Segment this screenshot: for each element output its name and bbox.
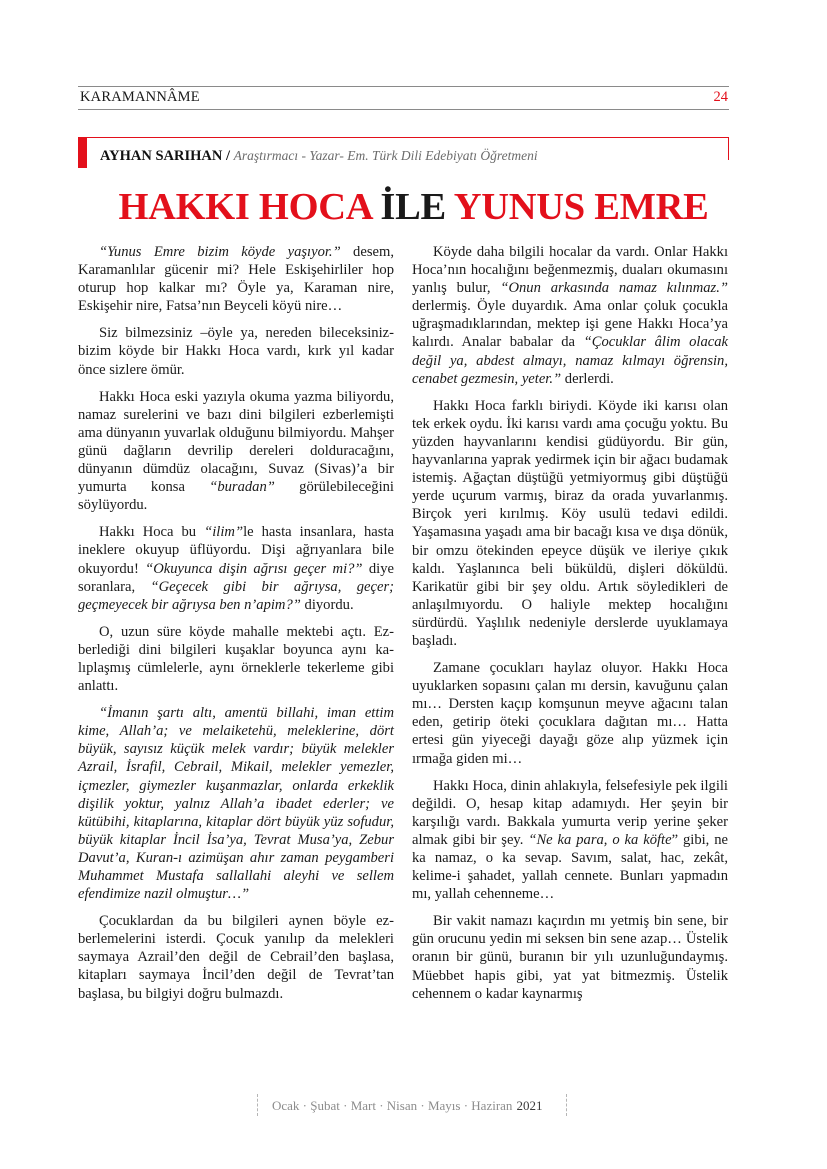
page-footer (257, 1094, 567, 1116)
left-column (78, 243, 394, 1012)
paragraph (412, 777, 728, 904)
footer-divider-left (257, 1094, 258, 1116)
issue-year: 2021 (516, 1098, 543, 1113)
text: derlermiş. Öyle duyardık. Ama onlar çoluk çocukla uğraşmadıklarından, mektep işi gene Hakkı Hoca’ya kalırdı. Analar babalar da (412, 298, 728, 351)
text: desem, Karamanlılar gücenir mi? Hele Eskişehirliler hop oturup hop kalkar mı? Öyle ya, Karaman nire, Eskişehir nire, Fatsa’nın Beyceli köyü nire… (78, 244, 394, 315)
footer-divider-right (566, 1094, 567, 1116)
text: Hakkı Hoca bu (99, 524, 205, 541)
quote: “ilim” (204, 524, 244, 541)
quote: “Çocuklar âlim olacak değil ya, abdest almayı, namaz kılmayı öğrensin, cenabet gezmesin, yeter.” (412, 334, 729, 387)
text: derlerdi. (561, 370, 614, 387)
right-column (412, 243, 728, 1012)
byline-separator: / (225, 148, 230, 164)
paragraph: Bir vakit namazı kaçırdın mı yetmiş bin sene, bir gün orucunu yedin mi seksen bin sene azap… Üstelik oranın bir günü, buranın bir yılı uzunluğundaymış. Müebbet hapis gibi, yat yat bitmezmiş. Üstelik cehennem o kadar kaynarmış (412, 913, 728, 1002)
quote: “Ne ka para, o ka köfte (528, 831, 672, 848)
magazine-name: KARAMANNÂME (80, 89, 200, 105)
paragraph: Siz bilmezsiniz –öyle ya, nereden bileceksiniz- bizim köyde bir Hakkı Hoca vardı, kırk yıl kadar önce sizlere ömür. (78, 325, 394, 378)
paragraph (78, 388, 394, 515)
quote: “Geçecek gibi bir ağrıysa, geçer; geçmeyecek bir ağrıysa ben n’apim?” (78, 578, 394, 613)
text: Hakkı Hoca eski yazıyla okuma yazma biliyordu, namaz surelerini ve bazı dini bilgileri ezberlemişti ama dünyanın yuvarlak olduğunu bilmiyordu. Mahşer günü dağların devrilip dereleri dolduracağını, dünyanın dümdüz olacağını, Suvaz (Sivas)’a bir yumurta konsa (78, 388, 394, 496)
text: ” gibi, ne ka namaz, o ka sevap. Savım, salat, hac, zekât, kelime-i şahadet, yallah cennete. Bunları yapmadın mı, yallah cehenneme… (412, 831, 728, 903)
quote: “Okuyunca dişin ağrısı geçer mi?” (145, 560, 363, 577)
quote: “Yunus Emre bizim köyde yaşıyor.” (99, 244, 341, 260)
paragraph: Çocuklardan da bu bilgileri aynen böyle ezberlemelerini isterdi. Çocuk yanılıp da melekleri saymaya Azrail’den değil de Cebrail’den başlasa, kitapları saymaya İncil’den değil de Tevrat’tan başlasa, bu bilgiyi doğru bulmazdı. (78, 913, 394, 1002)
author-role: Araştırmacı - Yazar- Em. Türk Dili Edebiyatı Öğretmeni (233, 148, 538, 163)
paragraph (412, 243, 728, 388)
text: le hasta insanlara, hasta ineklere okuyup üflüyordu. Dişi ağrıyanlara bile okuyordu! (78, 524, 394, 577)
issue-period (272, 1098, 542, 1114)
text: Hakkı Hoca, dinin ahlakıyla, felsefesiyle pek ilgili değildi. O, hesap kitap adamıydı. Her şeyin bir karşılığı vardı. Bakkala yumurta verip yerine şeker almak gibi bir şey. (412, 777, 728, 848)
article-title (0, 185, 827, 229)
title-part-1: HAKKI HOCA (118, 186, 381, 228)
byline-text (100, 148, 538, 165)
paragraph: O, uzun süre köyde mahalle mektebi açtı. Ezberlediği dini bilgileri kuşaklar boyunca aynı kalıplaşmış cümlelerle, aynı örneklerle tekerleme gibi anlattı. (78, 623, 394, 695)
text: görülebileceğini söylüyordu. (78, 479, 394, 514)
title-part-3: YUNUS EMRE (445, 186, 709, 228)
byline-right-rule (728, 137, 730, 160)
running-header (78, 86, 729, 110)
paragraph: Hakkı Hoca farklı biriydi. Köyde iki karısı olan tek erkek oydu. İki karısı vardı ama çocuğu yoktu. Bu yüzden hayvanlarını kendisi güdüyordu. Bir gün, hayvanlarına yaprak yedirmek için bir ağacı budamak istemiş. Ağaçtan düştüğü yetmiyormuş gibi düştüğü yerde uçurum varmış, biraz da orada yuvarlanmış. Birçok yeri kırılmış. Köy usulü tedavi edildi. Yaşamasına yaşadı ama bir bacağı kısa ve dışa dönük, bir omzu ötekinden epeyce düşük ve ileriye çıkık kaldı. Yaşlanınca beli büküldü, dişleri döküldü. Karikatür gibi bir şey oldu. Artık söyledikleri de anlaşılmıyordu. O haliyle mektep hocalığını sürdürdü. Yaşlılık nedeniyle derslerde uyuklamaya başladı. (412, 397, 728, 649)
paragraph: Zamane çocukları haylaz oluyor. Hakkı Hoca uyuklarken sopasını çalan mı dersin, kavuğunu çalan mı… Dersten kaçıp komşunun meyve ağacını talan eden, getirip öteki çocuklara dağıtan mı… Hatta ertesi gün yiyeceği dayağı göze alıp yüzmek için ırmağa giden mi… (412, 660, 728, 767)
paragraph (78, 523, 394, 613)
text: diye soranlara, (78, 560, 394, 595)
author-name: AYHAN SARIHAN (100, 148, 223, 164)
text: diyordu. (300, 596, 354, 613)
accent-bar (78, 137, 87, 168)
author-byline (78, 137, 729, 167)
byline-top-rule (87, 137, 729, 138)
quote: “buradan” (209, 479, 275, 496)
quote: “Onun arkasında namaz kılınmaz.” (500, 280, 728, 297)
quoted-paragraph: “İmanın şartı altı, amentü billahi, iman ettim kime, Allah’a; ve melaiketehü, meleklerine, dört büyük, sayısız küçük melek vardır; büyük melekler Azrail, İsrafil, Cebrail, Mikail, melekler yemezler, içmezler, giymezler kuşanmazlar, onlarda erkeklik dişilik yoktur, yalnız Allah’a ibadet ederler; ve kütübihi, kitaplarına, kitaplar dört büyük yüz sofudur, büyük kitaplar İncil İsa’ya, Tevrat Musa’ya, Zebur Davut’a, Kuran-ı azimüşan ahır zaman peygamberi Muhammet Mustafa sallallahi aleyhi ve sellem efendimize nazil olmuştur…” (78, 705, 394, 903)
title-part-2: İLE (380, 186, 446, 228)
page-number: 24 (713, 89, 728, 105)
paragraph (78, 243, 394, 315)
issue-months: Ocak · Şubat · Mart · Nisan · Mayıs · Haziran (272, 1098, 513, 1113)
text: Köyde daha bilgili hocalar da vardı. Onlar Hakkı Hoca’nın hocalığını beğenmezmiş, duaları okumasını yanlış bulur, (412, 244, 728, 297)
